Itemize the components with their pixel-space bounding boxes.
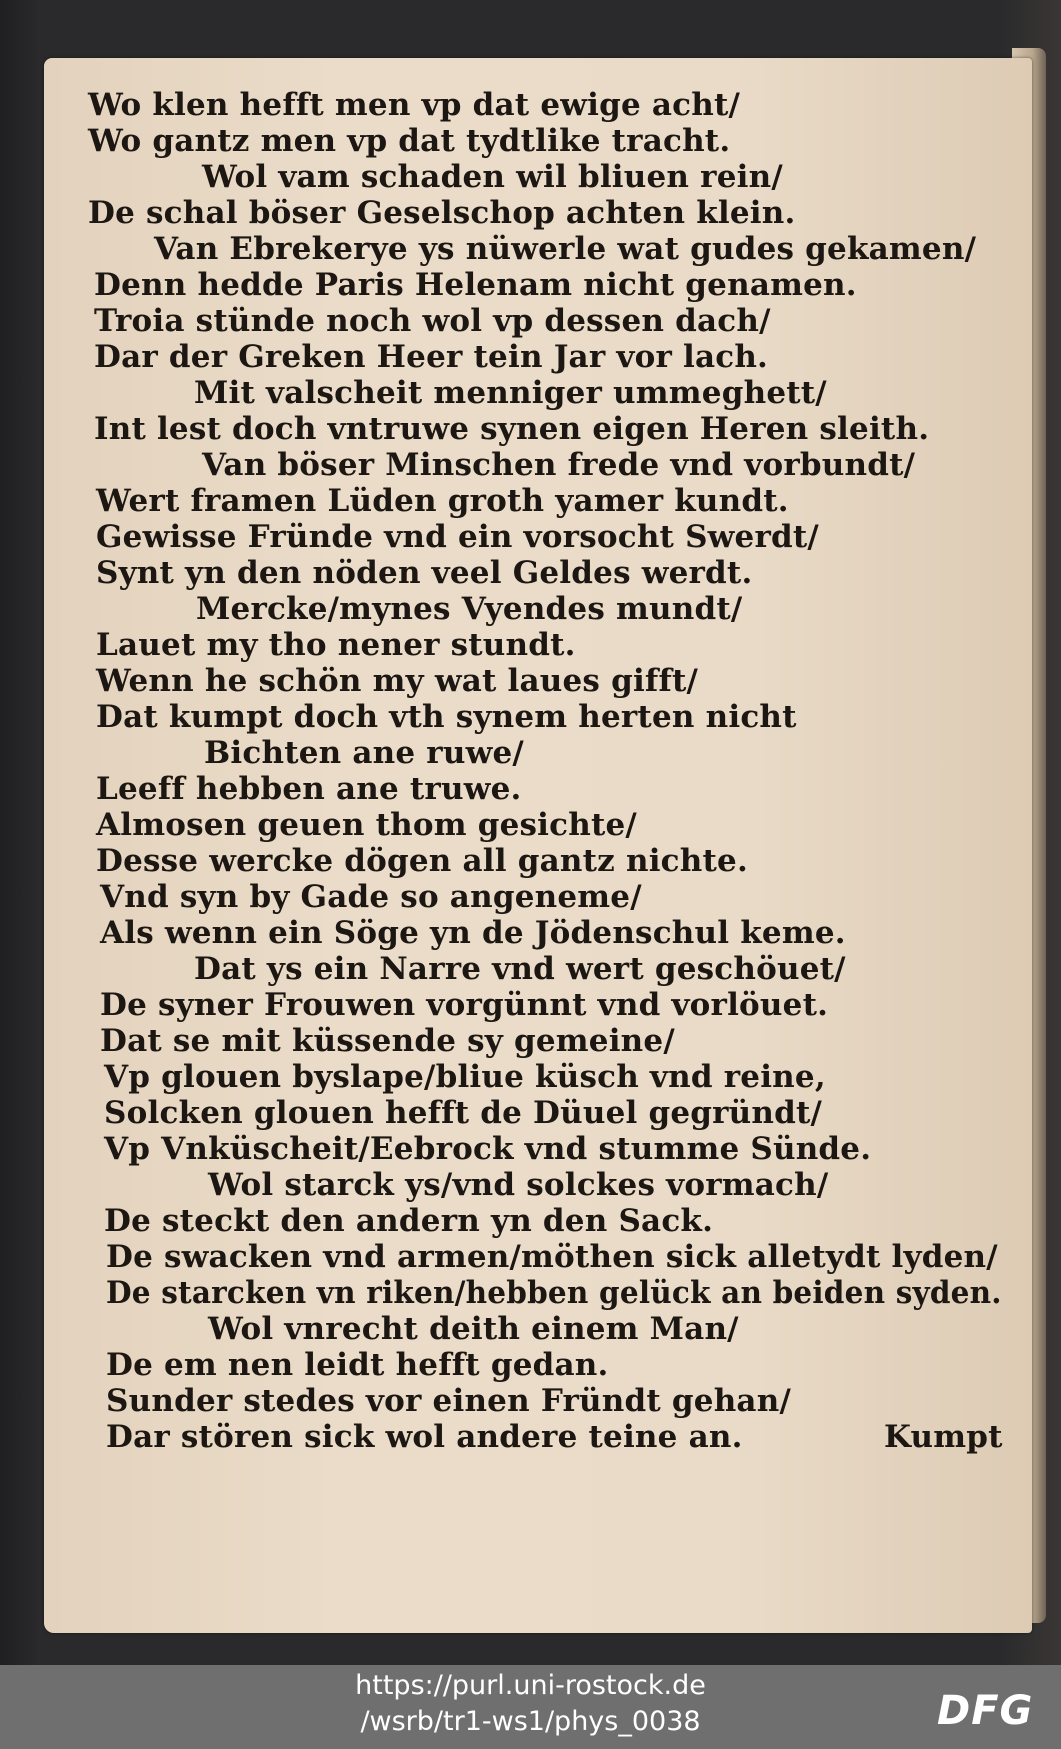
permalink[interactable] xyxy=(0,1668,1061,1740)
text-line: Almosen geuen thom gesichte/ xyxy=(96,807,637,843)
text-line: Dat kumpt doch vth synem herten nicht xyxy=(96,699,797,735)
text-line: De starcken vn riken/hebben gelück an beiden syden. xyxy=(106,1275,1002,1311)
text-line: Synt yn den nöden veel Geldes werdt. xyxy=(96,555,753,591)
text-line: Mit valscheit menniger ummeghett/ xyxy=(194,375,827,411)
text-line: Gewisse Fründe vnd ein vorsocht Swerdt/ xyxy=(96,519,819,555)
text-line: Denn hedde Paris Helenam nicht genamen. xyxy=(94,267,857,303)
text-line: Wol starck ys/vnd solckes vormach/ xyxy=(208,1167,829,1203)
text-line: Vnd syn by Gade so angeneme/ xyxy=(100,879,642,915)
text-line: De steckt den andern yn den Sack. xyxy=(104,1203,714,1239)
text-line: Wo gantz men vp dat tydtlike tracht. xyxy=(88,123,731,159)
text-line: Lauet my tho nener stundt. xyxy=(96,627,576,663)
text-line: Wol vnrecht deith einem Man/ xyxy=(208,1311,739,1347)
text-line: Dar der Greken Heer tein Jar vor lach. xyxy=(94,339,769,375)
text-line: Sunder stedes vor einen Fründt gehan/ xyxy=(106,1383,791,1419)
text-line: Mercke/mynes Vyendes mundt/ xyxy=(196,591,743,627)
book-page xyxy=(44,58,1032,1633)
text-line: Troia stünde noch wol vp dessen dach/ xyxy=(94,303,771,339)
dfg-logo: DFG xyxy=(937,1688,1034,1734)
text-line: De swacken vnd armen/möthen sick alletydt lyden/ xyxy=(106,1239,998,1275)
text-line: Wol vam schaden wil bliuen rein/ xyxy=(202,159,783,195)
text-line: Van böser Minschen frede vnd vorbundt/ xyxy=(202,447,916,483)
text-line: Van Ebrekerye ys nüwerle wat gudes gekamen/ xyxy=(154,231,977,267)
text-line: Dat se mit küssende sy gemeine/ xyxy=(100,1023,675,1059)
text-line: Als wenn ein Söge yn de Jödenschul keme. xyxy=(100,915,846,951)
text-line: Desse wercke dögen all gantz nichte. xyxy=(96,843,748,879)
text-line: Vp glouen byslape/bliue küsch vnd reine, xyxy=(104,1059,826,1095)
text-line: Int lest doch vntruwe synen eigen Heren sleith. xyxy=(94,411,930,447)
text-line: Wert framen Lüden groth yamer kundt. xyxy=(96,483,789,519)
text-line: Bichten ane ruwe/ xyxy=(204,735,524,771)
text-line: Vp Vnküscheit/Eebrock vnd stumme Sünde. xyxy=(104,1131,872,1167)
text-line: Wo klen hefft men vp dat ewige acht/ xyxy=(88,87,741,123)
text-line: Dar stören sick wol andere teine an. xyxy=(106,1419,743,1455)
text-line: Leeff hebben ane truwe. xyxy=(96,771,522,807)
text-line: De schal böser Geselschop achten klein. xyxy=(88,195,796,231)
permalink-line-1: https://purl.uni-rostock.de xyxy=(355,1670,706,1701)
permalink-line-2: /wsrb/tr1-ws1/phys_0038 xyxy=(360,1706,701,1737)
text-line: Solcken glouen hefft de Düuel gegründt/ xyxy=(104,1095,823,1131)
text-line: De syner Frouwen vorgünnt vnd vorlöuet. xyxy=(100,987,829,1023)
text-line: Wenn he schön my wat laues gifft/ xyxy=(96,663,699,699)
catchword: Kumpt xyxy=(884,1419,1003,1455)
text-block xyxy=(44,58,1032,1633)
text-line: De em nen leidt hefft gedan. xyxy=(106,1347,609,1383)
text-line: Dat ys ein Narre vnd wert geschöuet/ xyxy=(194,951,846,987)
